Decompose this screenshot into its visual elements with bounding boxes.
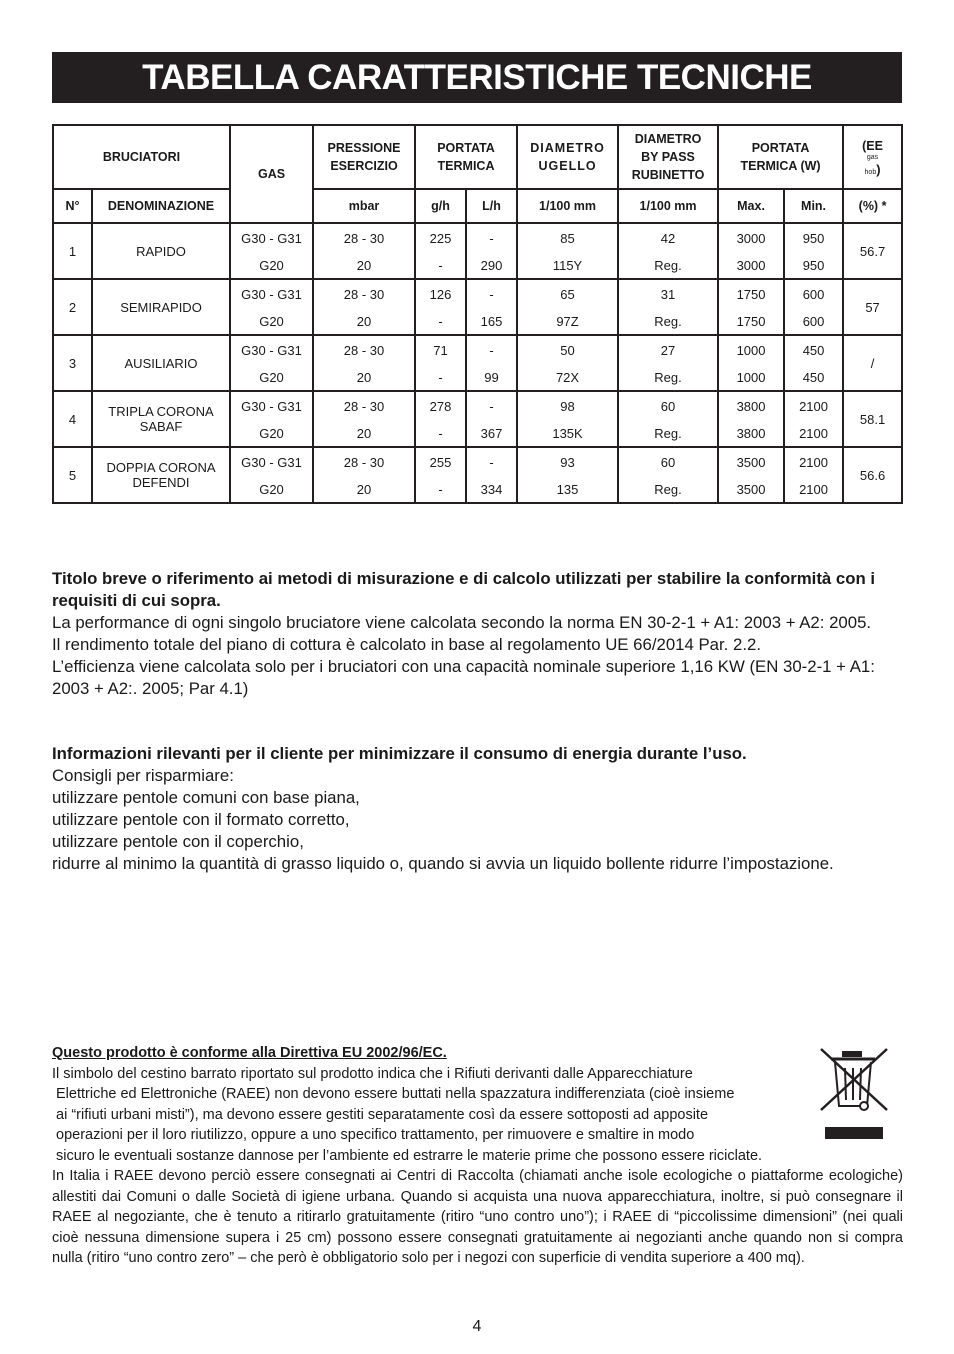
raee-line: ai “rifiuti urbani misti”), ma devono essere gestiti separatamente così da essere sottoposti ad apposite (56, 1106, 709, 1123)
pressure: 20 (313, 308, 415, 335)
flow-lh: - (466, 335, 517, 364)
nozzle-diameter: 115Y (517, 252, 618, 279)
bypass-diameter: Reg. (618, 252, 718, 279)
gas-type: G30 - G31 (230, 335, 313, 364)
burner-name-line: TRIPLA CORONA (108, 404, 214, 419)
header-row-1 (53, 125, 902, 189)
gas-type: G30 - G31 (230, 447, 313, 476)
nozzle-diameter: 93 (517, 447, 618, 476)
gas-type: G30 - G31 (230, 279, 313, 308)
pressure: 28 - 30 (313, 279, 415, 308)
crossed-out-wheelie-bin-icon (817, 1046, 891, 1140)
header-perc: (%) * (843, 189, 902, 223)
bypass-diameter: 60 (618, 391, 718, 420)
burner-name-line: DOPPIA CORONA (106, 460, 216, 475)
power-min: 600 (784, 279, 843, 308)
raee-heading: Questo prodotto è conforme alla Direttiva EU 2002/96/EC. (52, 1045, 447, 1061)
power-max: 1000 (718, 364, 784, 391)
flow-gh: 225 (415, 223, 466, 252)
flow-lh: 99 (466, 364, 517, 391)
pressure: 28 - 30 (313, 335, 415, 364)
flow-gh: - (415, 476, 466, 503)
energy-tip-line: ridurre al minimo la quantità di grasso liquido o, quando si avvia un liquido bollente ridurre l’impostazione. (52, 854, 834, 873)
raee-section (52, 1043, 903, 1269)
header-bruciatori: BRUCIATORI (53, 125, 230, 189)
energy-tip-line: Consigli per risparmiare: (52, 766, 234, 785)
burner-number: 5 (53, 447, 92, 503)
efficiency: 56.6 (843, 447, 902, 503)
power-min: 2100 (784, 391, 843, 420)
header-diametro-bypass: DIAMETRO BY PASS RUBINETTO (618, 125, 718, 189)
nozzle-diameter: 65 (517, 279, 618, 308)
raee-line: operazioni per il loro riutilizzo, oppure a uno specifico trattamento, per rimuovere e smaltire in modo (56, 1127, 695, 1143)
gas-type: G30 - G31 (230, 391, 313, 420)
energy-tips-heading: Informazioni rilevanti per il cliente per minimizzare il consumo di energia durante l’uso. (52, 744, 747, 763)
power-max: 3000 (718, 223, 784, 252)
bypass-diameter: Reg. (618, 420, 718, 447)
flow-lh: - (466, 447, 517, 476)
gas-type: G20 (230, 364, 313, 391)
nozzle-diameter: 50 (517, 335, 618, 364)
bypass-diameter: 27 (618, 335, 718, 364)
nozzle-diameter: 97Z (517, 308, 618, 335)
power-min: 450 (784, 335, 843, 364)
flow-gh: 71 (415, 335, 466, 364)
efficiency: 57 (843, 279, 902, 335)
header-mm-bypass: 1/100 mm (618, 189, 718, 223)
energy-tips-section (52, 743, 904, 875)
nozzle-diameter: 72X (517, 364, 618, 391)
burner-name-line: AUSILIARIO (124, 355, 198, 371)
header-lh: L/h (466, 189, 517, 223)
table-body (53, 223, 902, 503)
header-max: Max. (718, 189, 784, 223)
header-portata-termica: PORTATA TERMICA (415, 125, 517, 189)
table-row (53, 335, 902, 364)
flow-gh: 126 (415, 279, 466, 308)
flow-lh: 290 (466, 252, 517, 279)
page-number: 4 (472, 1318, 482, 1335)
efficiency: / (843, 335, 902, 391)
power-min: 950 (784, 223, 843, 252)
bypass-diameter: Reg. (618, 364, 718, 391)
bypass-diameter: 42 (618, 223, 718, 252)
flow-lh: - (466, 223, 517, 252)
header-min: Min. (784, 189, 843, 223)
burner-name-line: RAPIDO (136, 243, 186, 259)
nozzle-diameter: 85 (517, 223, 618, 252)
methods-line: L’efficienza viene calcolata solo per i bruciatori con una capacità nominale superiore 1,16 KW (EN 30-2-1 + A1: 2003 + A2:. 2005; Par 4.1) (52, 657, 875, 698)
raee-line: Elettriche ed Elettroniche (RAEE) non devono essere buttati nella spazzatura indifferenziata (cioè insieme (56, 1086, 735, 1102)
energy-tip-line: utilizzare pentole comuni con base piana, (52, 788, 360, 807)
bypass-diameter: Reg. (618, 308, 718, 335)
efficiency: 58.1 (843, 391, 902, 447)
burner-name (92, 447, 230, 503)
header-ee: (EE gas hob) (843, 125, 902, 189)
power-min: 950 (784, 252, 843, 279)
flow-lh: - (466, 391, 517, 420)
burner-name (92, 279, 230, 335)
nozzle-diameter: 98 (517, 391, 618, 420)
raee-line: sicuro le eventuali sostanze dannose per l’ambiente ed estrarre le materie prime che possono essere riciclate. (56, 1147, 763, 1164)
header-portata-w: PORTATA TERMICA (W) (718, 125, 843, 189)
table-row (53, 279, 902, 308)
pressure: 20 (313, 252, 415, 279)
power-max: 3800 (718, 420, 784, 447)
power-min: 2100 (784, 447, 843, 476)
burner-name-line: SABAF (139, 419, 183, 434)
bypass-diameter: 31 (618, 279, 718, 308)
burner-number: 2 (53, 279, 92, 335)
power-max: 1750 (718, 279, 784, 308)
gas-type: G20 (230, 308, 313, 335)
pressure: 20 (313, 476, 415, 503)
header-mbar: mbar (313, 189, 415, 223)
raee-line: Il simbolo del cestino barrato riportato sul prodotto indica che i Rifiuti derivanti dalle Apparecchiature (52, 1065, 693, 1082)
methods-line: Il rendimento totale del piano di cottura è calcolato in base al regolamento UE 66/2014 Par. 2.2. (52, 635, 761, 654)
header-row-2 (53, 189, 902, 223)
technical-specs-table (52, 124, 903, 504)
power-min: 450 (784, 364, 843, 391)
burner-number: 4 (53, 391, 92, 447)
methods-section (52, 568, 904, 700)
header-mm-ugello: 1/100 mm (517, 189, 618, 223)
power-max: 3000 (718, 252, 784, 279)
methods-heading: Titolo breve o riferimento ai metodi di misurazione e di calcolo utilizzati per stabilire la conformità con i requisiti di cui sopra. (52, 569, 876, 610)
flow-lh: 165 (466, 308, 517, 335)
table-row (53, 447, 902, 476)
raee-paragraph: In Italia i RAEE devono perciò essere consegnati ai Centri di Raccolta (chiamati anche isole ecologiche o piattaforme ecologiche) allestiti dai Comuni o dalle Società di igiene urbana. Quando si acquista una nuova apparecchiatura, inoltre, si può consegnare il RAEE al negoziante, che è tenuto a ritirarlo gratuitamente (ritiro “uno contro uno”); i RAEE di “piccolissime dimensioni” (nei quali cioè nessuna dimensione supera i 25 cm) possono essere consegnati gratuitamente ai negozianti anche quando non si compra nulla (ritiro “uno contro zero” – che però è obbligatorio solo per i negozi con superficie di vendita superiore a 400 mq). (52, 1168, 903, 1266)
flow-lh: 367 (466, 420, 517, 447)
power-max: 1750 (718, 308, 784, 335)
pressure: 20 (313, 420, 415, 447)
energy-tip-line: utilizzare pentole con il formato corretto, (52, 810, 350, 829)
gas-type: G20 (230, 252, 313, 279)
energy-tip-line: utilizzare pentole con il coperchio, (52, 832, 304, 851)
burner-name (92, 391, 230, 447)
pressure: 28 - 30 (313, 223, 415, 252)
power-min: 600 (784, 308, 843, 335)
burner-name (92, 223, 230, 279)
flow-gh: - (415, 420, 466, 447)
header-diametro-ugello: DIAMETRO UGELLO (517, 125, 618, 189)
pressure: 20 (313, 364, 415, 391)
power-max: 3800 (718, 391, 784, 420)
efficiency: 56.7 (843, 223, 902, 279)
flow-lh: 334 (466, 476, 517, 503)
power-min: 2100 (784, 420, 843, 447)
pressure: 28 - 30 (313, 447, 415, 476)
flow-gh: - (415, 364, 466, 391)
power-max: 3500 (718, 476, 784, 503)
flow-gh: 255 (415, 447, 466, 476)
gas-type: G30 - G31 (230, 223, 313, 252)
burner-name (92, 335, 230, 391)
header-gh: g/h (415, 189, 466, 223)
power-max: 1000 (718, 335, 784, 364)
table-row (53, 223, 902, 252)
burner-number: 1 (53, 223, 92, 279)
power-min: 2100 (784, 476, 843, 503)
burner-name-line: SEMIRAPIDO (120, 299, 202, 315)
pressure: 28 - 30 (313, 391, 415, 420)
methods-line: La performance di ogni singolo bruciatore viene calcolata secondo la norma EN 30-2-1 + A1: 2003 + A2: 2005. (52, 613, 872, 632)
burner-number: 3 (53, 335, 92, 391)
flow-gh: - (415, 252, 466, 279)
table-row (53, 391, 902, 420)
flow-lh: - (466, 279, 517, 308)
bypass-diameter: 60 (618, 447, 718, 476)
nozzle-diameter: 135K (517, 420, 618, 447)
gas-type: G20 (230, 420, 313, 447)
burner-name-line: DEFENDI (132, 475, 190, 490)
flow-gh: - (415, 308, 466, 335)
nozzle-diameter: 135 (517, 476, 618, 503)
gas-type: G20 (230, 476, 313, 503)
header-denominazione: DENOMINAZIONE (92, 189, 230, 223)
header-n: N° (53, 189, 92, 223)
header-pressione: PRESSIONE ESERCIZIO (313, 125, 415, 189)
flow-gh: 278 (415, 391, 466, 420)
page-title: TABELLA CARATTERISTICHE TECNICHE (52, 52, 902, 103)
header-gas: GAS (230, 125, 313, 223)
bypass-diameter: Reg. (618, 476, 718, 503)
power-max: 3500 (718, 447, 784, 476)
